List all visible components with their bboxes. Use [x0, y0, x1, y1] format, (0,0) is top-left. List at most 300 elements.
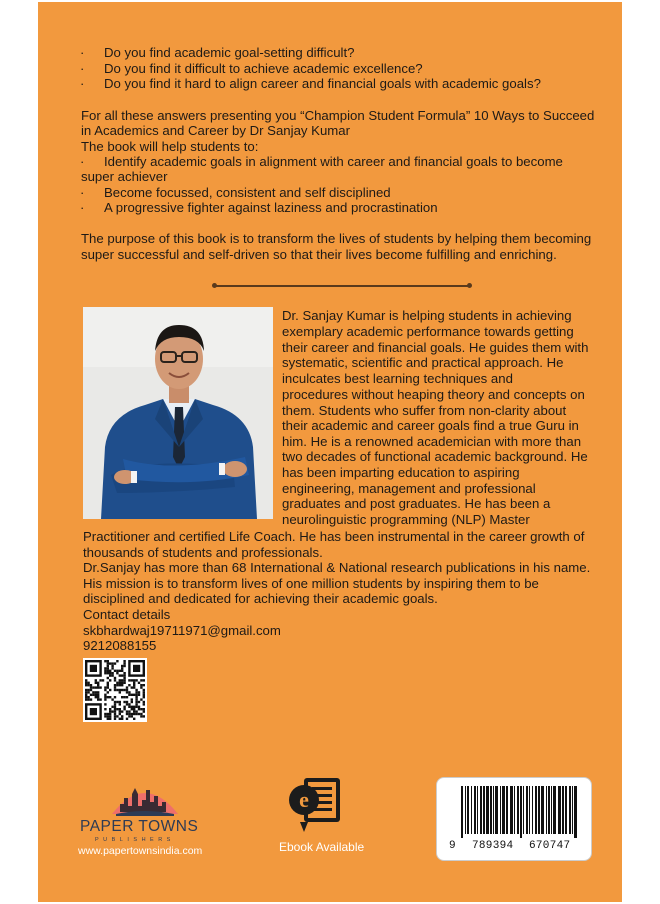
qr-module — [107, 713, 109, 715]
qr-module — [140, 715, 142, 717]
qr-module — [107, 691, 109, 693]
qr-module — [121, 667, 123, 669]
qr-module — [95, 696, 97, 698]
bullet-icon: · — [80, 45, 85, 60]
qr-module — [97, 696, 99, 698]
qr-module — [85, 691, 87, 693]
contact-heading: Contact details — [83, 607, 171, 622]
qr-module — [116, 670, 118, 672]
benefit-2: Become focussed, consistent and self disciplined — [104, 185, 391, 200]
qr-module — [116, 715, 118, 717]
qr-module — [128, 684, 130, 686]
qr-module — [128, 679, 130, 681]
qr-module — [128, 694, 130, 696]
qr-module — [90, 698, 92, 700]
qr-module — [123, 665, 125, 667]
barcode-bar — [532, 786, 533, 834]
qr-module — [135, 713, 137, 715]
barcode-bar — [541, 786, 544, 834]
qr-module — [119, 682, 121, 684]
divider-left-dot — [212, 283, 217, 288]
barcode-bar — [471, 786, 472, 834]
qr-finder — [90, 665, 97, 672]
qr-module — [107, 670, 109, 672]
qr-module — [104, 713, 106, 715]
qr-module — [140, 698, 142, 700]
qr-module — [107, 660, 109, 662]
qr-module — [126, 686, 128, 688]
barcode-bar — [574, 786, 577, 838]
qr-module — [138, 701, 140, 703]
qr-module — [90, 686, 92, 688]
barcode-bar — [510, 786, 513, 834]
contact-phone[interactable]: 9212088155 — [83, 638, 157, 653]
barcode-bar — [493, 786, 494, 834]
presentation-line-2: in Academics and Career by Dr Sanjay Kumar — [81, 123, 350, 138]
qr-module — [92, 686, 94, 688]
barcode-bar — [565, 786, 567, 834]
qr-module — [133, 684, 135, 686]
qr-module — [123, 708, 125, 710]
qr-module — [114, 703, 116, 705]
benefit-3: A progressive fighter against laziness and procrastination — [104, 200, 438, 215]
ebook-label: Ebook Available — [279, 840, 365, 854]
qr-module — [133, 710, 135, 712]
barcode-bar — [517, 786, 519, 834]
qr-module — [87, 682, 89, 684]
qr-module — [119, 703, 121, 705]
barcode-bar — [523, 786, 524, 834]
qr-module — [95, 694, 97, 696]
bio-side-line-1: Dr. Sanjay Kumar is helping students in achieving — [282, 308, 572, 323]
qr-module — [116, 684, 118, 686]
qr-module — [85, 679, 87, 681]
qr-module — [107, 696, 109, 698]
barcode-bar — [495, 786, 498, 834]
qr-module — [116, 660, 118, 662]
qr-module — [143, 708, 145, 710]
barcode-bar — [538, 786, 540, 834]
qr-module — [114, 701, 116, 703]
barcode-bar — [526, 786, 528, 834]
qr-module — [114, 710, 116, 712]
qr-module — [85, 696, 87, 698]
qr-module — [111, 662, 113, 664]
qr-module — [87, 698, 89, 700]
benefit-1-line-1: Identify academic goals in alignment with career and financial goals to become — [104, 154, 563, 169]
qr-module — [131, 715, 133, 717]
isbn-middle-digits: 789394 — [472, 840, 514, 852]
qr-module — [135, 710, 137, 712]
qr-module — [114, 696, 116, 698]
qr-module — [104, 703, 106, 705]
qr-module — [99, 686, 101, 688]
barcode-bar — [551, 786, 552, 834]
qr-module — [131, 708, 133, 710]
qr-module — [107, 665, 109, 667]
qr-module — [133, 708, 135, 710]
bullet-icon: · — [80, 185, 85, 200]
qr-code-icon — [83, 658, 147, 722]
qr-module — [135, 703, 137, 705]
qr-module — [123, 682, 125, 684]
qr-module — [104, 689, 106, 691]
qr-module — [138, 694, 140, 696]
qr-module — [119, 710, 121, 712]
qr-module — [123, 672, 125, 674]
qr-module — [119, 679, 121, 681]
qr-module — [111, 710, 113, 712]
qr-module — [90, 689, 92, 691]
qr-module — [131, 701, 133, 703]
qr-module — [126, 696, 128, 698]
qr-module — [104, 708, 106, 710]
qr-module — [128, 691, 130, 693]
qr-module — [123, 677, 125, 679]
qr-module — [114, 679, 116, 681]
qr-module — [135, 706, 137, 708]
qr-module — [114, 708, 116, 710]
qr-module — [123, 662, 125, 664]
qr-module — [109, 708, 111, 710]
qr-module — [87, 689, 89, 691]
qr-module — [85, 689, 87, 691]
bio-full-line-3: Dr.Sanjay has more than 68 International & National research publications in his name. — [83, 560, 591, 575]
qr-module — [104, 698, 106, 700]
bio-side-line-11: has been imparting education to aspiring — [282, 465, 520, 480]
bio-side-line-8: their academic and career goals find a true Guru in — [282, 418, 579, 433]
qr-module — [119, 713, 121, 715]
qr-module — [126, 703, 128, 705]
qr-module — [92, 691, 94, 693]
qr-module — [128, 703, 130, 705]
qr-module — [123, 701, 125, 703]
barcode-icon — [437, 778, 591, 838]
qr-module — [102, 679, 104, 681]
qr-module — [143, 710, 145, 712]
qr-module — [111, 672, 113, 674]
purpose-line-2: super successful and self-driven so that their lives become fulfilling and enriching. — [81, 247, 557, 262]
qr-module — [114, 718, 116, 720]
barcode-bar — [562, 786, 564, 834]
qr-module — [109, 718, 111, 720]
bio-side-line-9: him. He is a renowned academician with more than — [282, 434, 582, 449]
qr-module — [121, 710, 123, 712]
qr-module — [121, 674, 123, 676]
qr-module — [85, 698, 87, 700]
barcode-bar — [500, 786, 501, 834]
qr-module — [107, 667, 109, 669]
qr-module — [104, 715, 106, 717]
qr-module — [143, 691, 145, 693]
purpose-line-1: The purpose of this book is to transform the lives of students by helping them becoming — [81, 231, 592, 246]
qr-module — [123, 660, 125, 662]
qr-module — [133, 718, 135, 720]
qr-module — [114, 670, 116, 672]
divider-line — [214, 285, 470, 287]
bio-side-line-3: their career and financial goals. He guides them with — [282, 340, 589, 355]
qr-module — [114, 662, 116, 664]
qr-module — [128, 706, 130, 708]
qr-module — [109, 662, 111, 664]
qr-module — [121, 682, 123, 684]
qr-finder — [90, 708, 97, 715]
qr-module — [95, 682, 97, 684]
qr-code[interactable] — [83, 658, 147, 722]
contact-email[interactable]: skbhardwaj19711971@gmail.com — [83, 623, 281, 638]
qr-module — [107, 677, 109, 679]
qr-module — [85, 682, 87, 684]
qr-module — [126, 718, 128, 720]
qr-module — [133, 682, 135, 684]
barcode-bar — [465, 786, 466, 834]
qr-module — [97, 698, 99, 700]
qr-module — [92, 694, 94, 696]
bio-full-line-2: thousands of students and professionals. — [83, 545, 323, 560]
qr-module — [128, 710, 130, 712]
qr-module — [135, 698, 137, 700]
publisher-url[interactable]: www.papertownsindia.com — [78, 845, 203, 857]
qr-finder — [133, 665, 140, 672]
qr-module — [104, 672, 106, 674]
bio-full-line-4: His mission is to transform lives of one million students by inspiring them to be — [83, 576, 539, 591]
barcode-bar — [535, 786, 537, 834]
qr-module — [126, 713, 128, 715]
barcode-bar — [490, 786, 492, 834]
qr-module — [121, 718, 123, 720]
qr-module — [138, 691, 140, 693]
qr-module — [140, 708, 142, 710]
qr-module — [109, 670, 111, 672]
qr-module — [126, 691, 128, 693]
qr-module — [143, 689, 145, 691]
barcode-bar — [520, 786, 522, 838]
barcode-bar — [572, 786, 573, 834]
bio-side-line-6: procedures without heaping theory and concepts on — [282, 387, 585, 402]
qr-module — [143, 715, 145, 717]
qr-module — [133, 679, 135, 681]
qr-module — [133, 713, 135, 715]
qr-module — [123, 679, 125, 681]
qr-module — [119, 684, 121, 686]
question-1: Do you find academic goal-setting difficult? — [104, 45, 355, 60]
ornamental-divider — [214, 284, 470, 287]
qr-module — [140, 686, 142, 688]
qr-module — [111, 667, 113, 669]
qr-module — [109, 679, 111, 681]
qr-module — [119, 718, 121, 720]
qr-module — [114, 677, 116, 679]
qr-module — [121, 715, 123, 717]
qr-module — [97, 684, 99, 686]
qr-module — [109, 689, 111, 691]
author-photo — [83, 307, 273, 519]
qr-module — [143, 703, 145, 705]
presentation-line-3: The book will help students to: — [81, 139, 259, 154]
qr-module — [90, 684, 92, 686]
qr-module — [140, 684, 142, 686]
qr-module — [131, 679, 133, 681]
bullet-icon: · — [80, 200, 85, 215]
qr-module — [111, 706, 113, 708]
qr-module — [109, 672, 111, 674]
qr-module — [116, 672, 118, 674]
author-portrait-image — [83, 307, 273, 519]
qr-module — [138, 682, 140, 684]
qr-module — [138, 706, 140, 708]
bio-side-line-12: engineering, management and professional — [282, 481, 536, 496]
benefit-1-line-2: super achiever — [81, 169, 168, 184]
qr-module — [116, 689, 118, 691]
qr-module — [107, 718, 109, 720]
bio-side-line-14: neurolinguistic programming (NLP) Master — [282, 512, 530, 527]
qr-module — [87, 691, 89, 693]
qr-module — [87, 684, 89, 686]
qr-module — [135, 701, 137, 703]
qr-module — [85, 684, 87, 686]
qr-module — [109, 713, 111, 715]
bio-side-line-5: inculcates best learning techniques and — [282, 371, 513, 386]
qr-module — [126, 689, 128, 691]
qr-module — [116, 701, 118, 703]
qr-module — [114, 684, 116, 686]
qr-module — [99, 679, 101, 681]
qr-module — [143, 694, 145, 696]
qr-module — [126, 701, 128, 703]
question-3: Do you find it hard to align career and financial goals with academic goals? — [104, 76, 541, 91]
barcode-bar — [467, 786, 469, 834]
qr-module — [107, 682, 109, 684]
presentation-line-1: For all these answers presenting you “Champion Student Formula” 10 Ways to Succeed — [81, 108, 595, 123]
qr-module — [121, 679, 123, 681]
qr-module — [111, 698, 113, 700]
question-2: Do you find it difficult to achieve academic excellence? — [104, 61, 423, 76]
qr-module — [135, 696, 137, 698]
barcode-bar — [548, 786, 550, 834]
qr-module — [119, 701, 121, 703]
barcode-bar — [474, 786, 476, 834]
qr-module — [121, 689, 123, 691]
divider-right-dot — [467, 283, 472, 288]
qr-module — [143, 679, 145, 681]
barcode-bar — [483, 786, 485, 834]
publisher-subtitle: PUBLISHERS — [95, 837, 175, 843]
qr-module — [104, 696, 106, 698]
bio-side-line-10: two decades of functional academic background. He — [282, 449, 588, 464]
barcode-bar — [553, 786, 556, 834]
barcode-bar — [529, 786, 530, 834]
qr-module — [107, 672, 109, 674]
qr-module — [104, 670, 106, 672]
qr-module — [119, 670, 121, 672]
skyline-logo-icon — [110, 778, 180, 818]
qr-module — [121, 665, 123, 667]
bio-side-line-13: graduates and post graduates. He has been a — [282, 496, 551, 511]
qr-module — [140, 679, 142, 681]
qr-module — [107, 715, 109, 717]
qr-module — [133, 694, 135, 696]
bullet-icon: · — [80, 154, 85, 169]
qr-module — [143, 701, 145, 703]
bio-side-line-7: them. Students who suffer from non-clarity about — [282, 403, 567, 418]
qr-module — [97, 691, 99, 693]
qr-module — [107, 684, 109, 686]
qr-module — [109, 674, 111, 676]
qr-module — [104, 660, 106, 662]
qr-module — [114, 706, 116, 708]
qr-module — [123, 706, 125, 708]
qr-module — [131, 706, 133, 708]
qr-module — [104, 694, 106, 696]
qr-module — [131, 713, 133, 715]
qr-module — [114, 713, 116, 715]
qr-module — [123, 674, 125, 676]
qr-module — [131, 694, 133, 696]
barcode-bar — [480, 786, 482, 834]
barcode-bar — [569, 786, 571, 834]
barcode-bar — [477, 786, 478, 834]
bio-full-line-5: disciplined and dedicated for achieving their academic goals. — [83, 591, 438, 606]
isbn-first-digit: 9 — [449, 840, 456, 852]
qr-module — [104, 667, 106, 669]
qr-module — [95, 686, 97, 688]
qr-module — [99, 698, 101, 700]
qr-module — [119, 689, 121, 691]
qr-module — [97, 694, 99, 696]
qr-module — [133, 706, 135, 708]
barcode-bar — [506, 786, 508, 834]
qr-module — [140, 713, 142, 715]
qr-module — [138, 713, 140, 715]
qr-module — [135, 679, 137, 681]
barcode-bar — [514, 786, 515, 834]
ebook-letter: e — [299, 787, 309, 812]
qr-module — [116, 682, 118, 684]
qr-module — [143, 696, 145, 698]
qr-module — [87, 696, 89, 698]
bullet-icon: · — [80, 61, 85, 76]
bio-side-line-2: exemplary academic performance towards getting — [282, 324, 574, 339]
qr-module — [135, 689, 137, 691]
qr-module — [119, 691, 121, 693]
publisher-name: PAPER TOWNS — [80, 818, 199, 835]
qr-module — [138, 708, 140, 710]
qr-module — [85, 694, 87, 696]
qr-module — [114, 689, 116, 691]
qr-module — [121, 670, 123, 672]
back-cover — [38, 2, 622, 902]
barcode-bar — [502, 786, 505, 834]
barcode-bar — [558, 786, 561, 834]
qr-module — [143, 684, 145, 686]
qr-module — [111, 665, 113, 667]
qr-module — [107, 662, 109, 664]
qr-module — [131, 686, 133, 688]
qr-module — [90, 694, 92, 696]
qr-module — [95, 691, 97, 693]
qr-module — [126, 710, 128, 712]
bio-side-line-4: systematic, scientific and practical approach. He — [282, 355, 564, 370]
qr-module — [123, 696, 125, 698]
barcode-bar — [461, 786, 463, 838]
qr-module — [123, 689, 125, 691]
qr-module — [104, 686, 106, 688]
qr-module — [114, 686, 116, 688]
bullet-icon: · — [80, 76, 85, 91]
barcode-bar — [486, 786, 489, 834]
isbn-last-digits: 670747 — [529, 840, 571, 852]
bio-full-line-1: Practitioner and certified Life Coach. He has been instrumental in the career growth of — [83, 529, 585, 544]
